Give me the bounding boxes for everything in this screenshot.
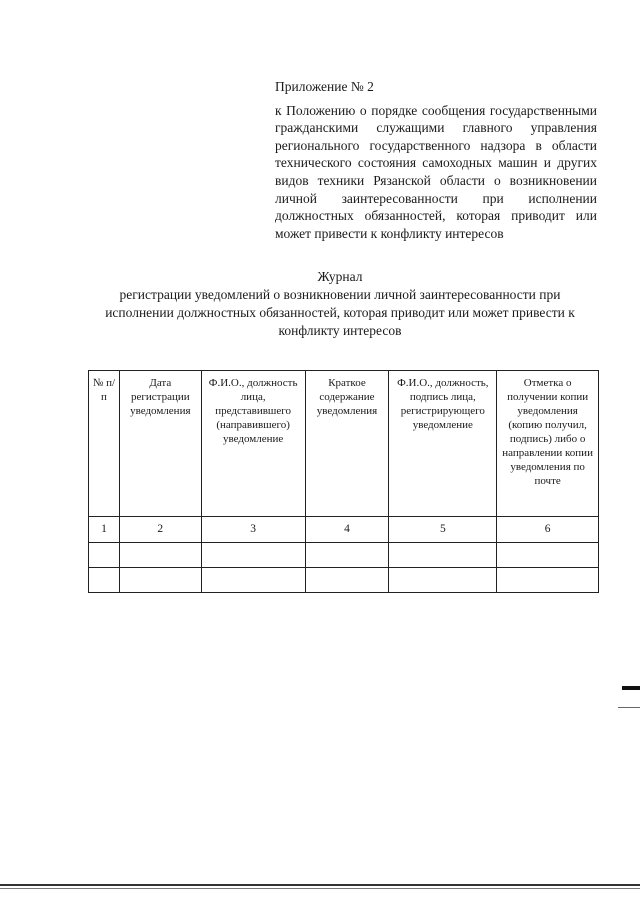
table-cell [497, 568, 599, 593]
table-cell [89, 543, 120, 568]
scan-edge-line [0, 884, 640, 886]
table-cell [305, 568, 389, 593]
annex-title: Приложение № 2 [275, 79, 374, 94]
annex-text: к Положению о порядке сообщения государственными гражданскими служащими главного управления регионального государственного надзора в области технического состояния самоходных машин и других видов техники Рязанской области о возникновении личной заинтересованности при исполнении должностных обязанностей, которая приводит или может привести к конфликту интересов [275, 102, 597, 241]
table-cell [497, 543, 599, 568]
table-cell [389, 568, 497, 593]
scan-artifact-mark [622, 686, 640, 690]
column-number: 6 [497, 517, 599, 543]
table-column-number-row [89, 517, 599, 543]
table-cell [305, 543, 389, 568]
table-row [89, 543, 599, 568]
header-number: № п/п [89, 371, 120, 517]
column-number: 2 [119, 517, 201, 543]
table-cell [119, 568, 201, 593]
table-cell [389, 543, 497, 568]
column-number: 5 [389, 517, 497, 543]
header-summary: Краткое содержание уведомления [305, 371, 389, 517]
column-number: 3 [201, 517, 305, 543]
table-cell [201, 568, 305, 593]
table-cell [89, 568, 120, 593]
registration-table [88, 370, 599, 593]
column-number: 1 [89, 517, 120, 543]
scan-artifact-mark [618, 707, 640, 708]
table-row [89, 568, 599, 593]
annex-block [275, 78, 597, 242]
header-registrar: Ф.И.О., должность, подпись лица, регистрирующего уведомление [389, 371, 497, 517]
table-cell [201, 543, 305, 568]
header-date: Дата регистрации уведомления [119, 371, 201, 517]
table-cell [119, 543, 201, 568]
scan-edge-line [0, 888, 640, 889]
column-number: 4 [305, 517, 389, 543]
journal-heading [80, 268, 600, 340]
header-copy-mark: Отметка о получении копии уведомления (копию получил, подпись) либо о направлении копии уведомления по почте [497, 371, 599, 517]
journal-subtitle: регистрации уведомлений о возникновении личной заинтересованности при исполнении должностных обязанностей, которая приводит или может привести к конфликту интересов [105, 287, 575, 338]
journal-title: Журнал [317, 269, 363, 284]
header-submitter: Ф.И.О., должность лица, представившего (направившего) уведомление [201, 371, 305, 517]
table-header-row [89, 371, 599, 517]
